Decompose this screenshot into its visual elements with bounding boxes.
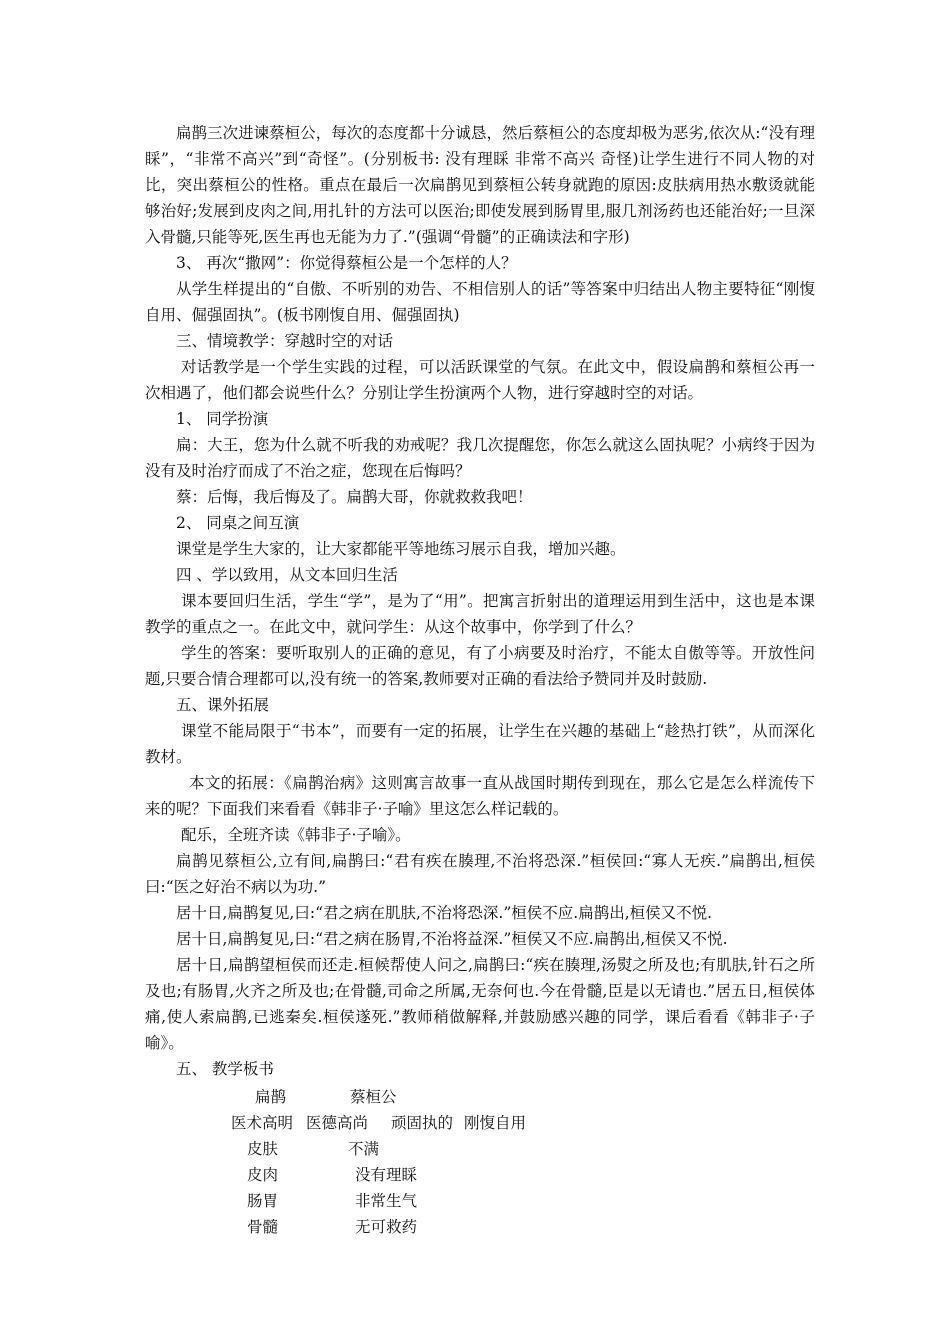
board-row	[145, 1084, 815, 1110]
dialogue-line: 蔡：后悔，我后悔及了。扁鹊大哥，你就救救我吧！	[176, 488, 533, 506]
section-heading: 三、情境教学：穿越时空的对话	[176, 332, 394, 350]
list-item: 3、 再次“撒网”：你觉得蔡桓公是一个怎样的人？	[176, 254, 517, 272]
list-item: 2、 同桌之间互演	[176, 514, 300, 532]
board-row	[145, 1188, 815, 1214]
board-cell: 刚愎自用	[464, 1114, 527, 1132]
classical-text: 扁鹊见蔡桓公,立有间,扁鹊曰:“君有疾在腠理,不治将恐深.”桓侯回:“寡人无疾.”扁鹊出,桓侯曰:“医之好治不病以为功.”	[145, 852, 815, 896]
paragraph: 课本要回归生活，学生“学”，是为了“用”。把寓言折射出的道理运用到生活中，这也是本课教学的重点之一。在此文中，就问学生：从这个故事中，你学到了什么？	[145, 592, 815, 636]
section-heading: 五、 教学板书	[176, 1060, 274, 1078]
paragraph: 对话教学是一个学生实践的过程，可以活跃课堂的气氛。在此文中，假设扁鹊和蔡桓公再一次相遇了，他们都会说些什么？分别让学生扮演两个人物，进行穿越时空的对话。	[145, 358, 815, 402]
board-cell: 非常生气	[355, 1192, 418, 1210]
board-row	[145, 1110, 815, 1136]
paragraph: 从学生样提出的“自傲、不听别的劝告、不相信别人的话”等答案中归结出人物主要特征“刚愎自用、倔强固执”。(板书刚愎自用、倔强固执)	[145, 280, 815, 324]
blackboard-outline	[145, 1084, 815, 1240]
board-cell: 没有理睬	[355, 1166, 418, 1184]
paragraph: 扁鹊三次进谏蔡桓公，每次的态度都十分诚恳，然后蔡桓公的态度却极为恶劣,依次从:“没有理睬”，“非常不高兴”到“奇怪”。(分别板书: 没有理睬 非常不高兴 奇怪)让学生进行不同人物的对比，突出蔡桓公的性格。重点在最后一次扁鹊见到蔡桓公转身就跑的原因:皮肤病用热水敷烫就能够治好;发展到皮肉之间,用扎针的方法可以医治;即使发展到肠胃里,服几剂汤药也还能治好;一旦深入骨髓,只能等死,医生再也无能为力了.”(强调“骨髓”的正确读法和字形)	[145, 124, 815, 246]
paragraph: 本文的拓展：《扁鹊治病》这则寓言故事一直从战国时期传到现在，那么它是怎么样流传下来的呢？下面我们来看看《韩非子·子喻》里这怎么样记载的。	[145, 774, 815, 818]
board-row	[145, 1136, 815, 1162]
board-cell: 骨髓	[247, 1218, 279, 1236]
board-cell: 不满	[348, 1140, 380, 1158]
board-cell: 肠胃	[247, 1192, 279, 1210]
board-cell: 扁鹊	[255, 1088, 287, 1106]
board-cell: 医术高明	[231, 1114, 294, 1132]
board-cell: 医德高尚	[306, 1114, 369, 1132]
dialogue-line: 扁：大王，您为什么就不听我的劝戒呢？我几次提醒您，你怎么就这么固执呢？小病终于因为没有及时治疗而成了不治之症，您现在后悔吗？	[145, 436, 815, 480]
list-item: 1、 同学扮演	[176, 410, 269, 428]
board-row	[145, 1162, 815, 1188]
section-heading: 四 、学以致用，从文本回归生活	[176, 566, 398, 584]
paragraph: 配乐，全班齐读《韩非子·子喻》。	[181, 826, 411, 844]
paragraph: 学生的答案：要听取别人的正确的意见，有了小病要及时治疗，不能太自傲等等。开放性问题,只要合情合理都可以,没有统一的答案,教师要对正确的看法给予赞同并及时鼓励.	[145, 644, 815, 688]
section-heading: 五、课外拓展	[176, 696, 270, 714]
board-cell: 顽固执的	[391, 1114, 454, 1132]
classical-text: 居十日,扁鹊复见,曰:“君之病在肌肤,不治将恐深.”桓侯不应.扁鹊出,桓侯又不悦.	[176, 904, 713, 922]
board-cell: 皮肉	[247, 1166, 279, 1184]
classical-text: 居十日,扁鹊复见,曰:“君之病在肠胃,不治将益深.”桓侯又不应.扁鹊出,桓侯又不悦.	[176, 930, 728, 948]
document-body	[145, 120, 815, 1240]
board-cell: 皮肤	[247, 1140, 279, 1158]
classical-text: 居十日,扁鹊望桓侯而还走.桓候帮使人问之,扁鹊曰:“疾在腠理,汤熨之所及也;有肌肤,针石之所及也;有肠胃,火齐之所及也;在骨髓,司命之所属,无奈何也.今在骨髓,臣是以无请也.”居五日,桓侯体痛,使人索扁鹊,已逃秦矣.桓侯遂死.”教师稍做解释,并鼓励感兴趣的同学，课后看看《韩非子·子喻》。	[145, 956, 815, 1052]
paragraph: 课堂不能局限于“书本”，而要有一定的拓展，让学生在兴趣的基础上“趁热打铁”，从而深化教材。	[145, 722, 815, 766]
board-row	[145, 1214, 815, 1240]
board-cell: 蔡桓公	[350, 1088, 397, 1106]
paragraph: 课堂是学生大家的，让大家都能平等地练习展示自我，增加兴趣。	[176, 540, 626, 558]
board-cell: 无可救药	[355, 1218, 418, 1236]
